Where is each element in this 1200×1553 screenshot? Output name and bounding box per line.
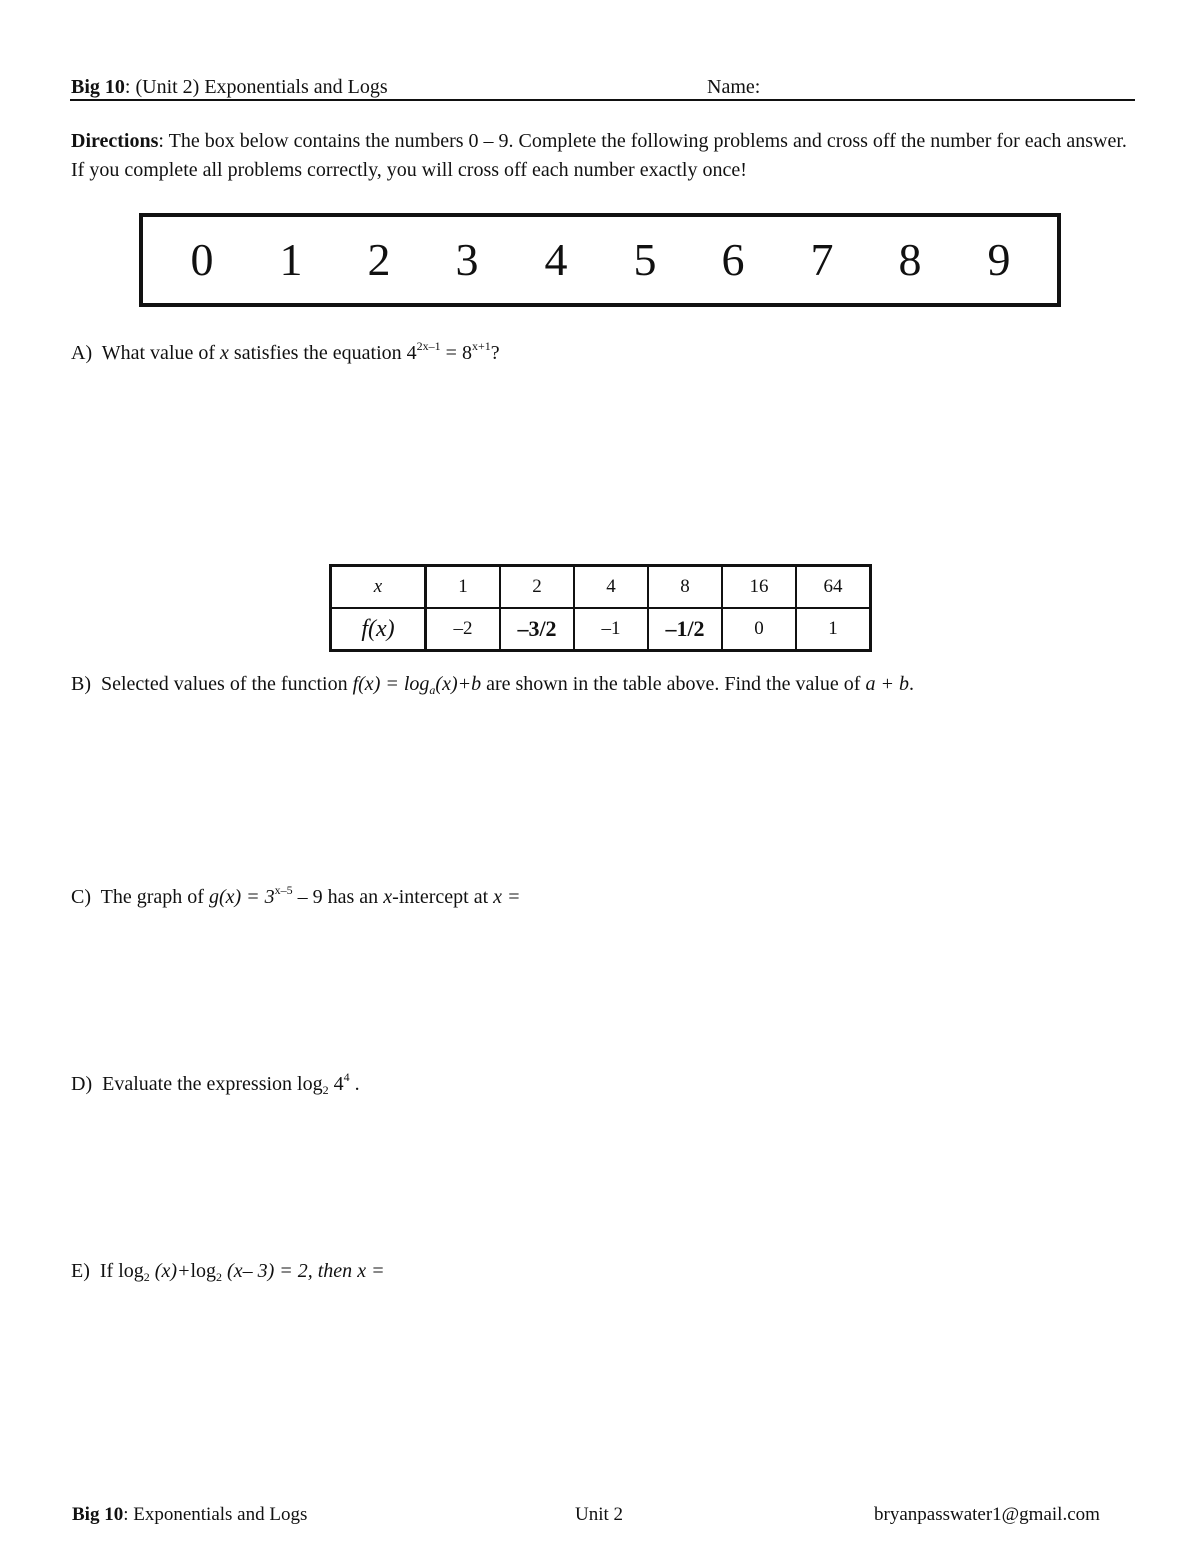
footer-center: Unit 2 [575, 1504, 624, 1525]
table-cell: –1/2 [648, 608, 722, 651]
math-subscript: 2 [322, 1083, 329, 1097]
table-cell: 1 [426, 566, 501, 609]
problem-b [71, 671, 914, 697]
math-subscript: 2 [143, 1270, 150, 1284]
function-table [329, 564, 872, 652]
name-label: Name: [707, 76, 761, 98]
problem-text: has an [327, 886, 379, 908]
math-end: . [908, 673, 914, 695]
table-cell: –2 [426, 608, 501, 651]
answer-number: 1 [279, 234, 303, 285]
footer-left [72, 1503, 307, 1527]
answer-number: 6 [721, 234, 745, 285]
math-log: log [297, 1073, 323, 1095]
equation [406, 339, 500, 364]
math-exponent: 4 [343, 1070, 350, 1084]
title-bold: Big 10 [71, 76, 125, 98]
problem-letter: B) [71, 673, 91, 695]
table-cell: –1 [574, 608, 648, 651]
answer-number: 8 [898, 234, 922, 285]
footer-email: bryanpasswater1@gmail.com [874, 1504, 1100, 1525]
table-cell: 1 [796, 608, 871, 651]
table-header-cell: f(x) [331, 608, 426, 651]
math-exponent: 2x–1 [416, 339, 441, 353]
directions [71, 127, 1141, 185]
directions-text: : The box below contains the numbers 0 – 9. Complete the following problems and cross off the number for each answer. If you complete all problems correctly, you will cross off each number exactly once! [71, 130, 1127, 181]
answer-number: 0 [190, 234, 214, 285]
math-function: f(x) = log [352, 673, 430, 695]
math-argument: (x– 3) = 2, then [227, 1260, 353, 1282]
math-expression: x = [493, 886, 521, 908]
problem-d [71, 1071, 360, 1097]
table-cell: –3/2 [500, 608, 574, 651]
table-cell: 2 [500, 566, 574, 609]
footer-title-rest: : Exponentials and Logs [123, 1504, 308, 1525]
directions-label: Directions [71, 130, 159, 152]
problem-letter: C) [71, 886, 91, 908]
math-log: log [190, 1260, 217, 1282]
problem-letter: A) [71, 342, 93, 364]
table-row [331, 566, 871, 609]
problem-a [71, 340, 500, 366]
header-rule [70, 99, 1135, 101]
problem-text: What value of [101, 342, 216, 364]
table-row [331, 608, 871, 651]
problem-text: -intercept at [392, 886, 489, 908]
math-expression: a + b [865, 673, 909, 695]
math-function: – 9 [297, 886, 323, 908]
table-cell: 8 [648, 566, 722, 609]
problem-e [71, 1258, 385, 1284]
math-log: log [118, 1260, 144, 1282]
answer-number: 2 [367, 234, 391, 285]
math-function: g(x) = 3 [208, 886, 275, 908]
table-cell: 0 [722, 608, 796, 651]
problem-text: satisfies the equation [233, 342, 402, 364]
math-end: . [354, 1073, 360, 1095]
problem-text: are shown in the table above. Find the value of [486, 673, 861, 695]
math-base: 4 [406, 342, 417, 364]
answer-number: 3 [455, 234, 479, 285]
math-base: 8 [461, 342, 472, 364]
math-eq: = [445, 342, 457, 364]
math-var: x [220, 342, 229, 364]
problem-letter: E) [71, 1260, 90, 1282]
problem-c [71, 884, 521, 910]
math-argument: (x)+ [154, 1260, 191, 1282]
math-subscript: 2 [216, 1270, 223, 1284]
answer-number: 7 [810, 234, 834, 285]
math-end: ? [490, 342, 500, 364]
answer-number: 9 [987, 234, 1011, 285]
math-expression: x = [357, 1260, 385, 1282]
math-subscript: a [429, 683, 436, 697]
math-function: (x)+b [435, 673, 482, 695]
number-box [139, 213, 1061, 307]
title-rest: : (Unit 2) Exponentials and Logs [124, 76, 388, 98]
problem-text: If [99, 1260, 114, 1282]
footer-title-bold: Big 10 [72, 1504, 124, 1525]
table-cell: 64 [796, 566, 871, 609]
table-cell: 16 [722, 566, 796, 609]
math-exponent: x+1 [471, 339, 491, 353]
math-exponent: x–5 [274, 883, 293, 897]
problem-text: Evaluate the expression [102, 1073, 293, 1095]
answer-number: 4 [544, 234, 568, 285]
math-base: 4 [333, 1073, 344, 1095]
problem-text: The graph of [100, 886, 204, 908]
answer-number: 5 [633, 234, 657, 285]
table-header-cell: x [331, 566, 426, 609]
problem-letter: D) [71, 1073, 93, 1095]
math-var: x [383, 886, 393, 908]
problem-text: Selected values of the function [101, 673, 348, 695]
worksheet-title [71, 75, 388, 99]
table-cell: 4 [574, 566, 648, 609]
